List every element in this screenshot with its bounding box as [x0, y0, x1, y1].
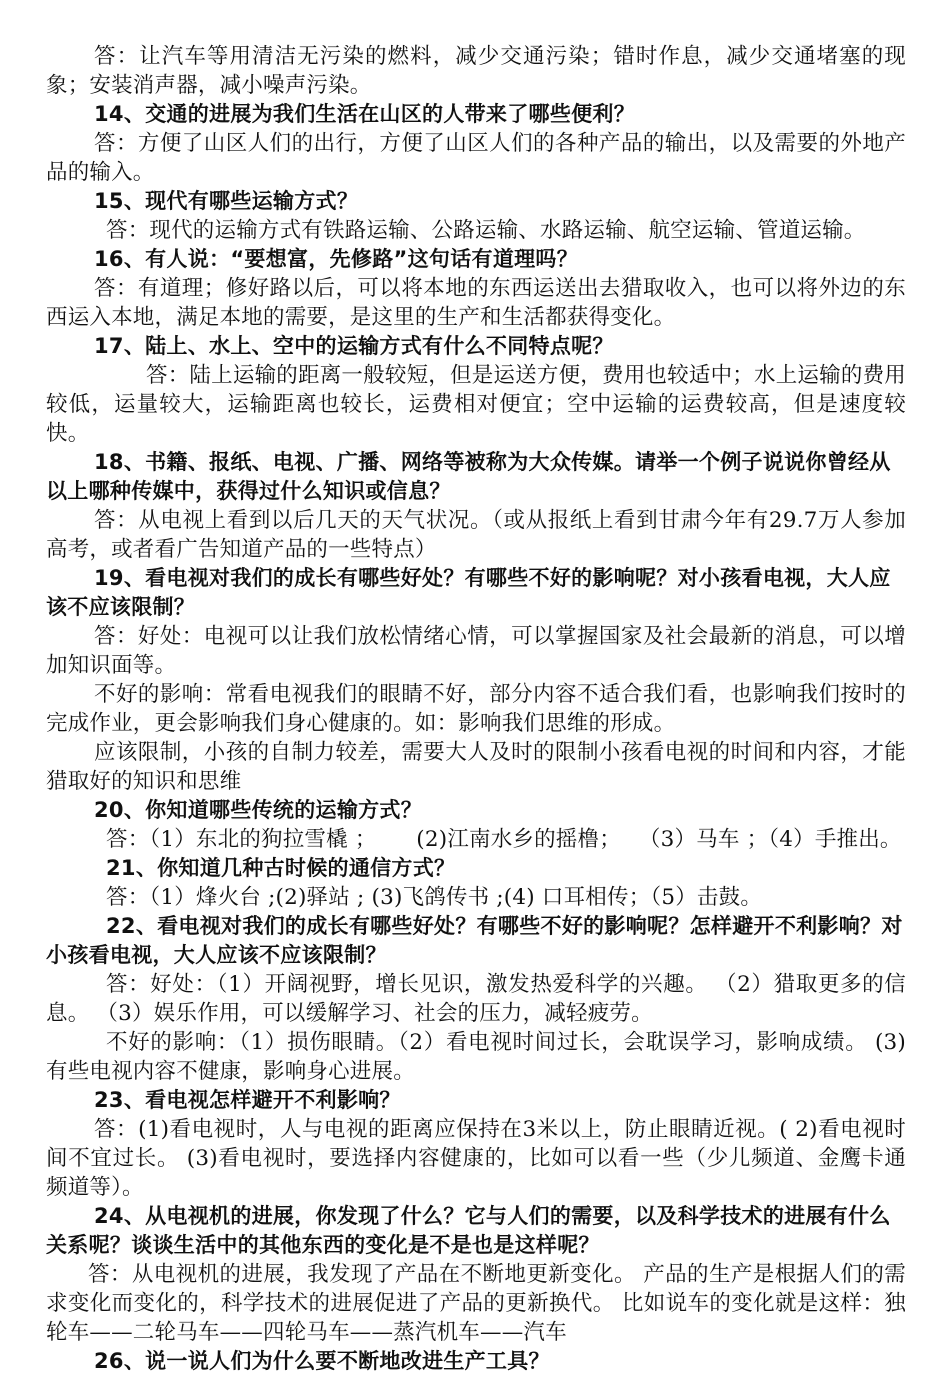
answer-13: 答：让汽车等用清洁无污染的燃料，减少交通污染；错时作息，减少交通堵塞的现象；安装消声器，减小噪声污染。: [46, 44, 906, 98]
answer-23: 答：(1)看电视时，人与电视的距离应保持在3米以上，防止眼睛近视。( 2)看电视时间不宜过长。 (3)看电视时，要选择内容健康的，比如可以看一些（少儿频道、金鹰卡通频道等）。: [46, 1117, 906, 1200]
answer-21: 答：（1）烽火台 ;(2)驿站 ; (3)飞鸽传书 ;(4) 口耳相传；（5）击鼓。: [106, 885, 763, 910]
question-22: 22、看电视对我们的成长有哪些好处？有哪些不好的影响呢？怎样避开不利影响？对小孩看电视，大人应该不应该限制？: [46, 914, 903, 967]
answer-16: 答：有道理；修好路以后，可以将本地的东西运送出去猎取收入，也可以将外边的东西运入本地，满足本地的需要，是这里的生产和生活都获得变化。: [46, 276, 906, 330]
answer-17: 答：陆上运输的距离一般较短，但是运送方便，费用也较适中；水上运输的费用较低，运量较大，运输距离也较长，运费相对便宜；空中运输的运费较高，但是速度较快。: [46, 363, 906, 446]
answer-22-benefits: 答：好处：（1）开阔视野，增长见识，激发热爱科学的兴趣。 （2）猎取更多的信息。 （3）娱乐作用，可以缓解学习、社会的压力，减轻疲劳。: [46, 972, 906, 1026]
question-15: 15、现代有哪些运输方式？: [94, 189, 359, 213]
question-17: 17、陆上、水上、空中的运输方式有什么不同特点呢？: [94, 334, 614, 358]
answer-14: 答：方便了山区人们的出行，方便了山区人们的各种产品的输出，以及需要的外地产品的输入。: [46, 131, 906, 185]
answer-19-harms: 不好的影响：常看电视我们的眼睛不好，部分内容不适合我们看，也影响我们按时的完成作业，更会影响我们身心健康的。如：影响我们思维的形成。: [46, 682, 906, 736]
question-14: 14、交通的进展为我们生活在山区的人带来了哪些便利？: [94, 102, 636, 126]
question-23: 23、看电视怎样避开不利影响？: [94, 1088, 401, 1112]
answer-22-harms: 不好的影响：（1）损伤眼睛。（2）看电视时间过长，会耽误学习，影响成绩。 (3)有些电视内容不健康，影响身心进展。: [46, 1030, 906, 1084]
question-20: 20、你知道哪些传统的运输方式？: [94, 798, 423, 822]
answer-18: 答：从电视上看到以后几天的天气状况。（或从报纸上看到甘肃今年有29.7万人参加高考，或者看广告知道产品的一些特点）: [46, 508, 906, 562]
answer-19-limit: 应该限制，小孩的自制力较差，需要大人及时的限制小孩看电视的时间和内容，才能猎取好的知识和思维: [46, 740, 906, 794]
answer-15: 答：现代的运输方式有铁路运输、公路运输、水路运输、航空运输、管道运输。: [106, 218, 866, 243]
question-24: 24、从电视机的进展，你发现了什么？它与人们的需要，以及科学技术的进展有什么关系呢？谈谈生活中的其他东西的变化是不是也是这样呢？: [46, 1204, 891, 1257]
answer-24: 答：从电视机的进展，我发现了产品在不断地更新变化。 产品的生产是根据人们的需求变化而变化的，科学技术的进展促进了产品的更新换代。 比如说车的变化就是这样：独轮车——二轮马车——四轮马车——蒸汽机车——汽车: [46, 1262, 906, 1345]
question-21: 21、你知道几种古时候的通信方式？: [106, 856, 456, 880]
question-16: 16、有人说：“要想富，先修路”这句话有道理吗？: [94, 247, 579, 271]
answer-20: 答：（1）东北的狗拉雪橇 ； (2)江南水乡的摇橹； （3）马车 ；（4）手推出。: [106, 827, 902, 852]
question-26: 26、说一说人们为什么要不断地改进生产工具？: [94, 1349, 550, 1373]
question-18: 18、书籍、报纸、电视、广播、网络等被称为大众传媒。请举一个例子说说你曾经从以上哪种传媒中，获得过什么知识或信息？: [46, 450, 891, 503]
answer-19-benefits: 答：好处：电视可以让我们放松情绪心情，可以掌握国家及社会最新的消息，可以增加知识面等。: [46, 624, 906, 678]
question-19: 19、看电视对我们的成长有哪些好处？有哪些不好的影响呢？对小孩看电视，大人应该不应该限制？: [46, 566, 891, 619]
